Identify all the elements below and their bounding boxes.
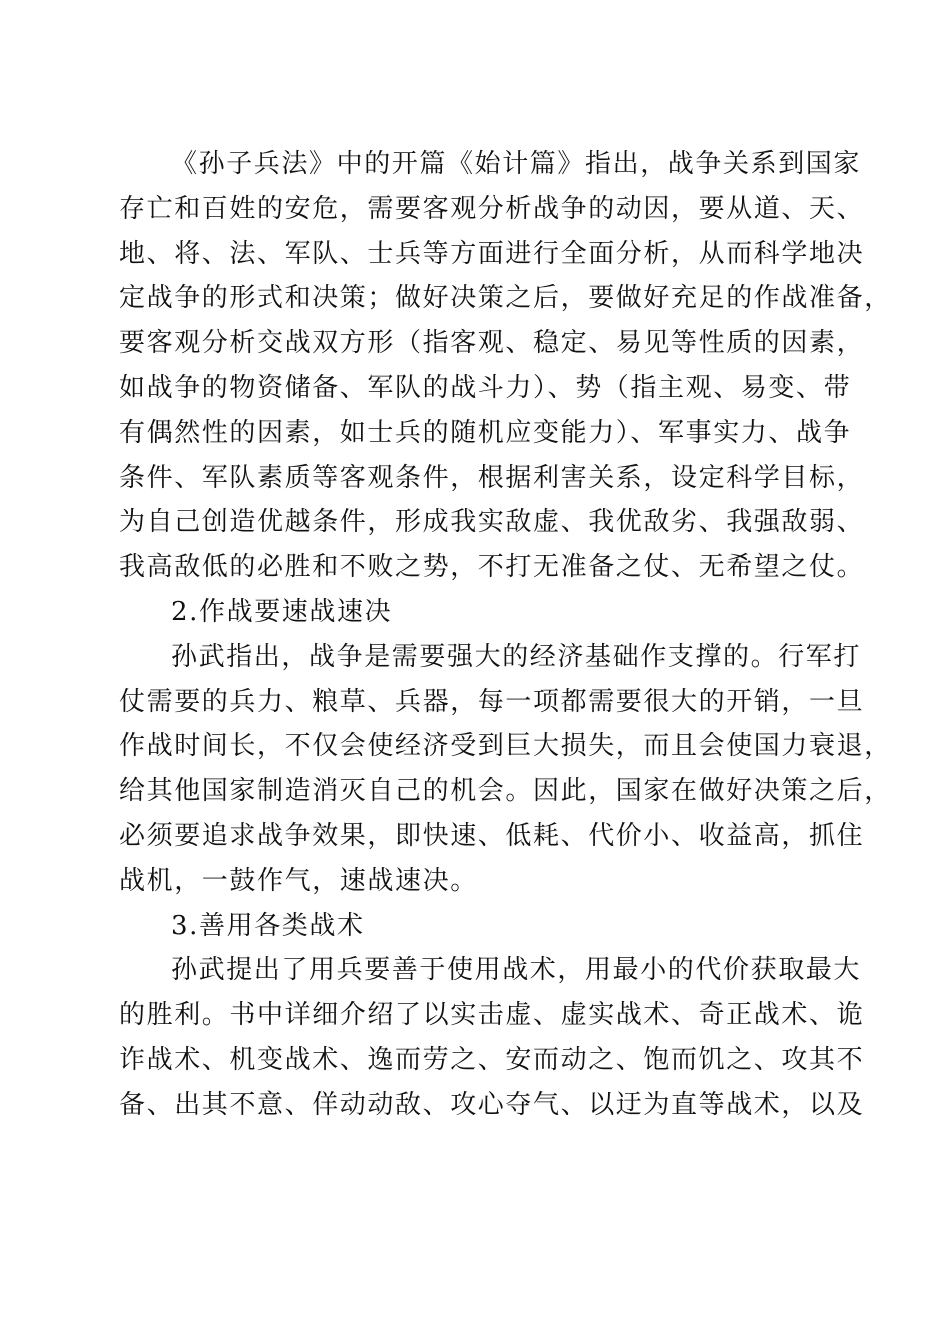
paragraph-line: 作战时间长，不仅会使经济受到巨大损失，而且会使国力衰退， xyxy=(119,731,892,762)
paragraph-line: 孙武指出，战争是需要强大的经济基础作支撑的。行军打 xyxy=(171,641,862,672)
paragraph-line: 地、将、法、军队、士兵等方面进行全面分析，从而科学地决 xyxy=(119,238,865,269)
paragraph-line: 诈战术、机变战术、逸而劳之、安而动之、饱而饥之、攻其不 xyxy=(119,1044,865,1075)
paragraph-line: 备、出其不意、佯动动敌、攻心夺气、以迂为直等战术，以及 xyxy=(119,1089,865,1120)
paragraph-line: 为自己创造优越条件，形成我实敌虚、我优敌劣、我强敌弱、 xyxy=(119,507,865,538)
paragraph-line: 条件、军队素质等客观条件，根据利害关系，设定科学目标， xyxy=(119,462,865,493)
paragraph-line: 给其他国家制造消灭自己的机会。因此，国家在做好决策之后， xyxy=(119,776,892,807)
paragraph-line: 存亡和百姓的安危，需要客观分析战争的动因，要从道、天、 xyxy=(119,193,865,224)
section-heading: 2.作战要速战速决 xyxy=(171,596,393,627)
paragraph-line: 仗需要的兵力、粮草、兵器，每一项都需要很大的开销，一旦 xyxy=(119,686,865,717)
paragraph-line: 我高敌低的必胜和不败之势，不打无准备之仗、无希望之仗。 xyxy=(119,552,865,583)
paragraph-line: 的胜利。书中详细介绍了以实击虚、虚实战术、奇正战术、诡 xyxy=(119,1000,865,1031)
paragraph-line: 孙武提出了用兵要善于使用战术，用最小的代价获取最大 xyxy=(171,955,862,986)
section-heading: 3.善用各类战术 xyxy=(171,910,365,941)
paragraph-line: 战机，一鼓作气，速战速决。 xyxy=(119,865,478,896)
paragraph-line: 有偶然性的因素，如士兵的随机应变能力）、军事实力、战争 xyxy=(119,417,852,448)
paragraph-line: 必须要追求战争效果，即快速、低耗、代价小、收益高，抓住 xyxy=(119,820,865,851)
paragraph-line: 定战争的形式和决策；做好决策之后，要做好充足的作战准备， xyxy=(119,283,892,314)
paragraph-line: 《孙子兵法》中的开篇《始计篇》指出，战争关系到国家 xyxy=(171,149,862,179)
paragraph-line: 如战争的物资储备、军队的战斗力）、势（指主观、易变、带 xyxy=(119,372,852,403)
document-body xyxy=(119,142,892,1128)
paragraph-line: 要客观分析交战双方形（指客观、稳定、易见等性质的因素， xyxy=(119,328,865,359)
